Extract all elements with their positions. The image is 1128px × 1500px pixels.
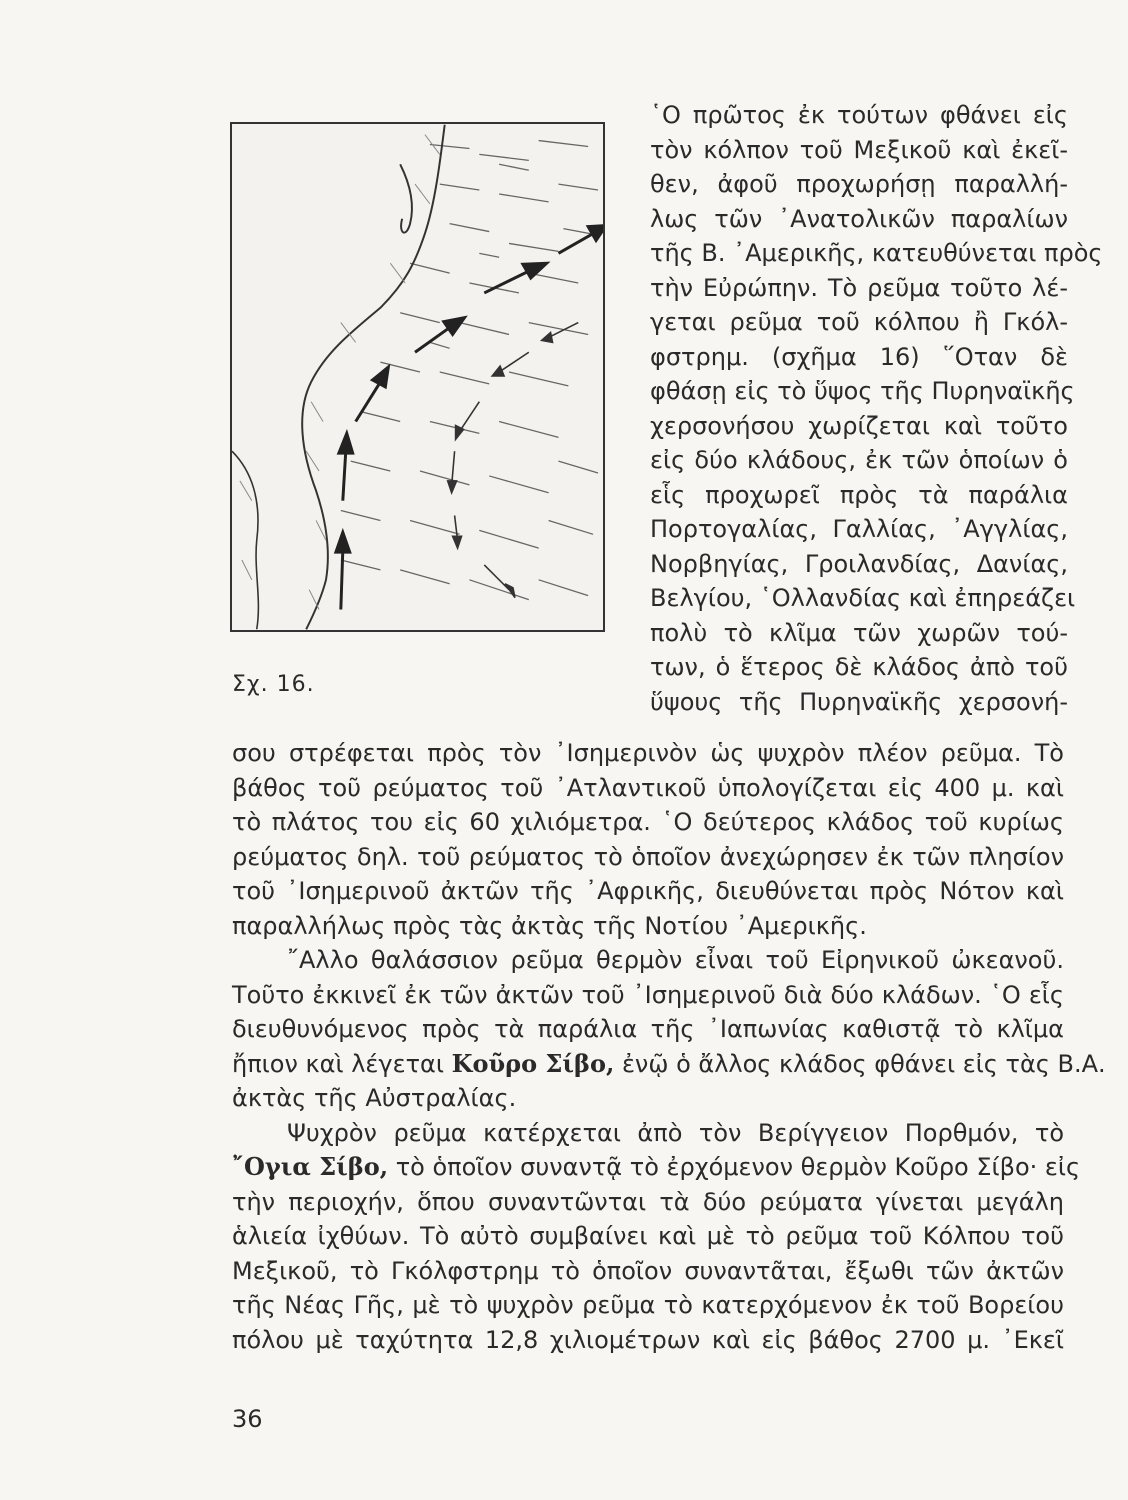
peninsula	[400, 164, 412, 232]
text-line: θεν, ἀφοῦ προχωρήσῃ παραλλή-	[650, 170, 1068, 198]
text-line: φθάσῃ εἰς τὸ ὕψος τῆς Πυρηναϊκῆς	[650, 377, 1075, 405]
side-text-column	[650, 98, 1103, 719]
text-line: παραλλήλως πρὸς τὰς ἀκτὰς τῆς Νοτίου ᾿Αμερικῆς.	[232, 911, 867, 940]
paragraph-first-line: Ψυχρὸν ρεῦμα κατέρχεται ἀπὸ τὸν Βερίγγειον Πορθμόν, τὸ	[287, 1118, 1064, 1147]
page-number: 36	[232, 1405, 263, 1433]
text-line: Βελγίου, ῾Ολλανδίας καὶ ἐπηρεάζει	[650, 584, 1076, 612]
text-line-with-bold	[232, 1047, 1106, 1082]
text-line: ῾Ο πρῶτος ἐκ τούτων φθάνει εἰς	[650, 101, 1068, 129]
gulf-stream-map-figure	[230, 122, 605, 632]
text-line: πολὺ τὸ κλῖμα τῶν χωρῶν τού-	[650, 618, 1068, 647]
text-line: τὸν κόλπον τοῦ Μεξικοῦ καὶ ἐκεῖ-	[650, 135, 1068, 164]
text-line: τοῦ ᾿Ισημερινοῦ ἀκτῶν τῆς ᾿Αφρικῆς, διευθύνεται πρὸς Νότον καὶ	[232, 877, 1064, 905]
main-text-body	[232, 736, 1106, 1357]
text-line: ἀκτὰς τῆς Αὐστραλίας.	[232, 1084, 517, 1112]
text-line: τῆς Β. ᾿Αμερικῆς, κατευθύνεται πρὸς	[650, 239, 1103, 267]
text-line: τὸ πλάτος του εἰς 60 χιλιόμετρα. ῾Ο δεύτερος κλάδος τοῦ κυρίως	[232, 808, 1064, 836]
text-line: εἰς δύο κλάδους, ἐκ τῶν ὁποίων ὁ	[650, 446, 1068, 474]
text-line: χερσονήσου χωρίζεται καὶ τοῦτο	[650, 411, 1068, 440]
text-line: σου στρέφεται πρὸς τὸν ᾿Ισημερινὸν ὡς ψυχρὸν πλέον ρεῦμα. Τὸ	[232, 739, 1064, 767]
sea-hatching	[341, 141, 600, 600]
text-line: εἷς προχωρεῖ πρὸς τὰ παράλια	[650, 480, 1068, 509]
text-line: των, ὁ ἕτερος δὲ κλάδος ἀπὸ τοῦ	[650, 653, 1068, 681]
text-line: πόλου μὲ ταχύτητα 12,8 χιλιομέτρων καὶ εἰς βάθος 2700 μ. ᾿Εκεῖ	[232, 1325, 1064, 1354]
paragraph-first-line: ῎Αλλο θαλάσσιον ρεῦμα θερμὸν εἶναι τοῦ Εἰρηνικοῦ ὠκεανοῦ.	[287, 946, 1064, 974]
text-span: ἐνῷ ὁ ἄλλος κλάδος φθάνει εἰς τὰς Β.Α.	[614, 1049, 1106, 1078]
text-line: ὕψους τῆς Πυρηναϊκῆς χερσονή-	[650, 687, 1068, 716]
text-span: ἤπιον καὶ λέγεται	[232, 1049, 452, 1078]
text-line: τῆς Νέας Γῆς, μὲ τὸ ψυχρὸν ρεῦμα τὸ κατερχόμενον ἐκ τοῦ Βορείου	[232, 1291, 1064, 1319]
text-line: φστρημ. (σχῆμα 16) ῞Οταν δὲ	[650, 342, 1068, 371]
text-line: Νορβηγίας, Γροιλανδίας, Δανίας,	[650, 549, 1068, 578]
text-line: Πορτογαλίας, Γαλλίας, ᾿Αγγλίας,	[650, 515, 1068, 543]
text-line: διευθυνόμενος πρὸς τὰ παράλια τῆς ᾿Ιαπωνίας καθιστᾷ τὸ κλῖμα	[232, 1015, 1064, 1043]
branch-arrows	[448, 323, 579, 598]
text-line: Τοῦτο ἐκκινεῖ ἐκ τῶν ἀκτῶν τοῦ ᾿Ισημερινοῦ διὰ δύο κλάδων. ῾Ο εἷς	[232, 980, 1064, 1009]
text-line: βάθος τοῦ ρεύματος τοῦ ᾿Ατλαντικοῦ ὑπολογίζεται εἰς 400 μ. καὶ	[232, 773, 1064, 802]
text-line: ρεύματος δηλ. τοῦ ρεύματος τὸ ὁποῖον ἀνεχώρησεν ἐκ τῶν πλησίον	[232, 842, 1064, 871]
text-line: λως τῶν ᾿Ανατολικῶν παραλίων	[650, 204, 1068, 233]
text-line: ἁλιεία ἰχθύων. Τὸ αὐτὸ συμβαίνει καὶ μὲ τὸ ρεῦμα τοῦ Κόλπου τοῦ	[232, 1222, 1064, 1250]
text-line: Μεξικοῦ, τὸ Γκόλφστρημ τὸ ὁποῖον συναντᾶται, ἔξωθι τῶν ἀκτῶν	[232, 1256, 1064, 1285]
bold-term-kouro-sivo: Κοῦρο Σίβο,	[451, 1048, 615, 1078]
figure-caption: Σχ. 16.	[232, 672, 315, 697]
text-line: τὴν Εὐρώπην. Τὸ ρεῦμα τοῦτο λέ-	[650, 273, 1068, 302]
bold-term-ogia-sivo: ῎Ογια Σίβο,	[232, 1152, 389, 1181]
coast-left	[232, 451, 258, 629]
text-line: τὴν περιοχήν, ὅπου συναντῶνται τὰ δύο ρεύματα γίνεται μεγάλη	[232, 1187, 1064, 1216]
map-illustration	[232, 124, 603, 630]
text-span: τὸ ὁποῖον συναντᾷ τὸ ἐρχόμενον θερμὸν Κοῦρο Σίβο· εἰς	[388, 1153, 1081, 1181]
text-line: γεται ρεῦμα τοῦ κόλπου ἢ Γκόλ-	[650, 308, 1068, 336]
text-line-with-bold	[232, 1150, 1081, 1185]
coastline	[302, 125, 445, 630]
